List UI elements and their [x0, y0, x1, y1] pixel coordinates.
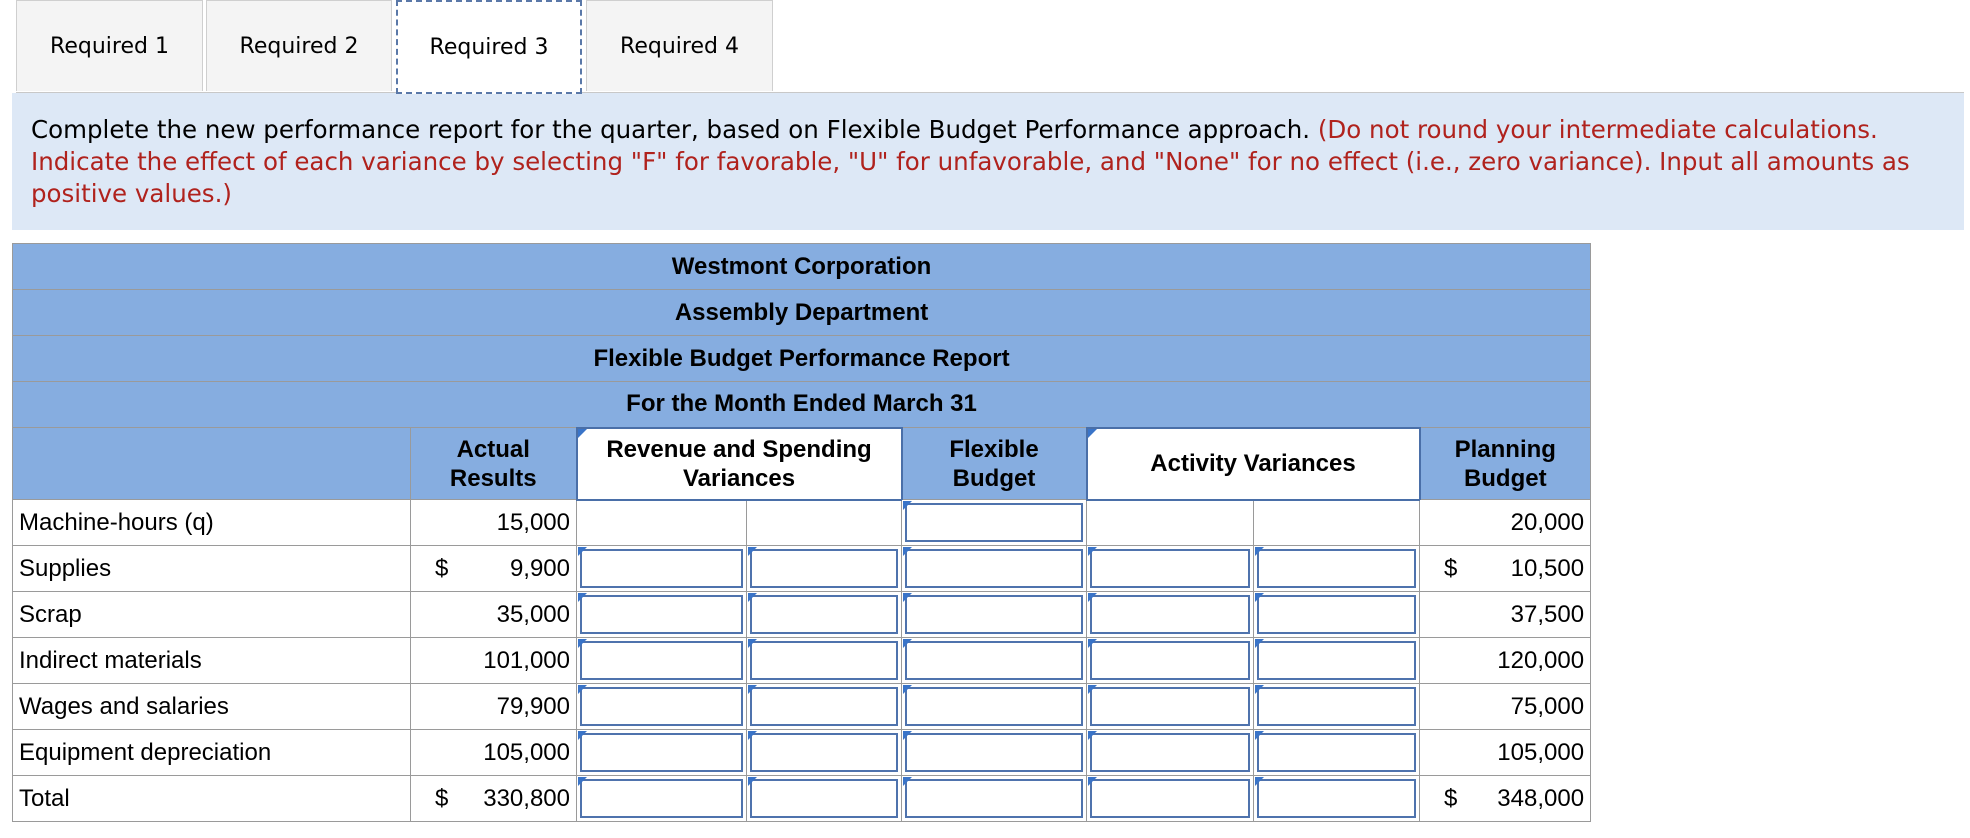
planning-value	[1420, 730, 1591, 776]
planning-value	[1420, 684, 1591, 730]
input-marker-icon	[903, 547, 912, 556]
input-box[interactable]	[1090, 549, 1250, 588]
revenue-variance-effect-select[interactable]	[747, 684, 902, 730]
input-box[interactable]	[750, 641, 898, 680]
revenue-variance-amount-input	[577, 500, 747, 546]
flexible-budget-input[interactable]	[902, 500, 1087, 546]
tab-required-4[interactable]: Required 4	[586, 0, 773, 91]
dropdown-marker-icon	[1088, 429, 1097, 438]
input-marker-icon	[748, 777, 757, 786]
actual-value	[411, 684, 577, 730]
planning-value	[1420, 776, 1591, 822]
input-box[interactable]	[905, 733, 1083, 772]
planning-amount: 10,500	[1510, 554, 1585, 582]
activity-variance-effect-select[interactable]	[1254, 684, 1420, 730]
flexible-budget-input[interactable]	[902, 638, 1087, 684]
dollar-sign: $	[1444, 554, 1458, 582]
input-marker-icon	[578, 685, 587, 694]
actual-value	[411, 500, 577, 546]
revenue-variance-effect-select[interactable]	[747, 638, 902, 684]
input-marker-icon	[903, 731, 912, 740]
input-marker-icon	[578, 547, 587, 556]
input-marker-icon	[903, 639, 912, 648]
input-box[interactable]	[1090, 779, 1250, 818]
activity-variance-effect-select[interactable]	[1254, 592, 1420, 638]
input-marker-icon	[1255, 547, 1264, 556]
input-marker-icon	[1088, 685, 1097, 694]
activity-variance-amount-input[interactable]	[1087, 730, 1254, 776]
activity-variance-effect-select[interactable]	[1254, 730, 1420, 776]
input-marker-icon	[1255, 777, 1264, 786]
planning-amount: 348,000	[1497, 784, 1585, 812]
input-marker-icon	[748, 593, 757, 602]
input-box[interactable]	[1257, 549, 1416, 588]
actual-amount: 101,000	[483, 646, 570, 674]
row-label: Wages and salaries	[13, 684, 411, 730]
actual-amount: 15,000	[496, 508, 570, 536]
activity-variance-effect-select[interactable]	[1254, 638, 1420, 684]
row-label: Equipment depreciation	[13, 730, 411, 776]
actual-value	[411, 592, 577, 638]
input-box[interactable]	[905, 779, 1083, 818]
actual-amount: 79,900	[496, 692, 570, 720]
row-label: Machine-hours (q)	[13, 500, 411, 546]
actual-amount: 35,000	[496, 600, 570, 628]
dollar-sign: $	[435, 784, 449, 812]
input-marker-icon	[903, 593, 912, 602]
table-row	[13, 684, 1591, 730]
input-box[interactable]	[905, 641, 1083, 680]
flexible-budget-input[interactable]	[902, 546, 1087, 592]
planning-amount: 105,000	[1497, 738, 1585, 766]
input-marker-icon	[1088, 593, 1097, 602]
planning-value	[1420, 638, 1591, 684]
input-box[interactable]	[750, 733, 898, 772]
input-box[interactable]	[1257, 687, 1416, 726]
dollar-sign: $	[1444, 784, 1458, 812]
revenue-variance-amount-input[interactable]	[577, 776, 747, 822]
input-box[interactable]	[1090, 687, 1250, 726]
planning-value	[1420, 500, 1591, 546]
row-label: Scrap	[13, 592, 411, 638]
planning-amount: 75,000	[1510, 692, 1585, 720]
actual-value	[411, 546, 577, 592]
actual-amount: 330,800	[483, 784, 570, 812]
header-planning-budget: Planning Budget	[1420, 428, 1591, 500]
activity-variance-effect-select[interactable]	[1254, 776, 1420, 822]
revenue-variance-effect-select[interactable]	[747, 776, 902, 822]
activity-variance-amount-input[interactable]	[1087, 776, 1254, 822]
input-box[interactable]	[750, 779, 898, 818]
planning-amount: 37,500	[1510, 600, 1585, 628]
activity-variance-effect-select[interactable]	[1254, 546, 1420, 592]
revenue-variance-amount-input[interactable]	[577, 730, 747, 776]
tab-bar	[16, 0, 1964, 94]
report-period: For the Month Ended March 31	[13, 382, 1591, 428]
input-box[interactable]	[1257, 779, 1416, 818]
input-marker-icon	[578, 731, 587, 740]
activity-variance-amount-input	[1087, 500, 1254, 546]
instruction-panel	[12, 93, 1964, 230]
planning-amount: 120,000	[1497, 646, 1585, 674]
input-box[interactable]	[1090, 733, 1250, 772]
planning-value	[1420, 546, 1591, 592]
input-box[interactable]	[1257, 733, 1416, 772]
table-row	[13, 730, 1591, 776]
table-row	[13, 638, 1591, 684]
input-marker-icon	[748, 547, 757, 556]
revenue-variance-amount-input[interactable]	[577, 546, 747, 592]
activity-variance-amount-input[interactable]	[1087, 684, 1254, 730]
input-marker-icon	[748, 639, 757, 648]
activity-variance-amount-input[interactable]	[1087, 546, 1254, 592]
input-marker-icon	[748, 685, 757, 694]
input-box[interactable]	[1090, 595, 1250, 634]
dollar-sign: $	[435, 554, 449, 582]
input-box[interactable]	[905, 687, 1083, 726]
flexible-budget-input[interactable]	[902, 592, 1087, 638]
input-box[interactable]	[580, 779, 743, 818]
row-label: Total	[13, 776, 411, 822]
input-marker-icon	[578, 639, 587, 648]
input-marker-icon	[903, 501, 912, 510]
input-box[interactable]	[580, 733, 743, 772]
revenue-variance-effect-select[interactable]	[747, 592, 902, 638]
input-marker-icon	[578, 777, 587, 786]
input-marker-icon	[748, 731, 757, 740]
input-box[interactable]	[580, 687, 743, 726]
input-box[interactable]	[905, 549, 1083, 588]
input-box[interactable]	[580, 549, 743, 588]
header-activity-variances[interactable]: Activity Variances	[1087, 428, 1420, 500]
instruction-note: (Do not round your intermediate calculations. Indicate the effect of each variance by selecting "F" for favorable, "U" for unfavorable, and "None" for no effect (i.e., zero variance). Input all amounts as positive values.)	[31, 115, 1910, 208]
input-marker-icon	[1255, 685, 1264, 694]
report-title: Flexible Budget Performance Report	[13, 336, 1591, 382]
actual-value	[411, 776, 577, 822]
row-label: Indirect materials	[13, 638, 411, 684]
input-box[interactable]	[580, 595, 743, 634]
input-box[interactable]	[750, 595, 898, 634]
input-box[interactable]	[905, 595, 1083, 634]
table-row	[13, 500, 1591, 546]
header-actual-results: Actual Results	[411, 428, 577, 500]
flexible-budget-input[interactable]	[902, 730, 1087, 776]
input-box[interactable]	[905, 503, 1083, 542]
input-box[interactable]	[750, 549, 898, 588]
planning-value	[1420, 592, 1591, 638]
input-marker-icon	[1088, 547, 1097, 556]
input-marker-icon	[1255, 639, 1264, 648]
planning-amount: 20,000	[1510, 508, 1585, 536]
header-flexible-budget: Flexible Budget	[902, 428, 1087, 500]
tab-required-1[interactable]: Required 1	[16, 0, 203, 91]
input-box[interactable]	[1090, 641, 1250, 680]
input-box[interactable]	[1257, 595, 1416, 634]
input-marker-icon	[903, 777, 912, 786]
actual-amount: 105,000	[483, 738, 570, 766]
input-marker-icon	[1255, 593, 1264, 602]
table-row	[13, 776, 1591, 822]
input-box[interactable]	[750, 687, 898, 726]
revenue-variance-amount-input[interactable]	[577, 638, 747, 684]
revenue-variance-effect-select	[747, 500, 902, 546]
header-revenue-spending-variances[interactable]: Revenue and Spending Variances	[577, 428, 902, 500]
activity-variance-amount-input[interactable]	[1087, 638, 1254, 684]
flexible-budget-input[interactable]	[902, 684, 1087, 730]
department-name: Assembly Department	[13, 290, 1591, 336]
revenue-variance-effect-select[interactable]	[747, 546, 902, 592]
input-marker-icon	[1088, 777, 1097, 786]
input-marker-icon	[578, 593, 587, 602]
input-marker-icon	[1088, 639, 1097, 648]
actual-value	[411, 638, 577, 684]
revenue-variance-effect-select[interactable]	[747, 730, 902, 776]
input-marker-icon	[903, 685, 912, 694]
table-row	[13, 592, 1591, 638]
company-name: Westmont Corporation	[13, 244, 1591, 290]
row-label: Supplies	[13, 546, 411, 592]
revenue-variance-amount-input[interactable]	[577, 684, 747, 730]
input-box[interactable]	[580, 641, 743, 680]
activity-variance-amount-input[interactable]	[1087, 592, 1254, 638]
header-blank	[13, 428, 411, 500]
tab-required-2[interactable]: Required 2	[206, 0, 392, 91]
actual-value	[411, 730, 577, 776]
tab-required-3[interactable]: Required 3	[396, 0, 582, 94]
input-marker-icon	[1255, 731, 1264, 740]
input-box[interactable]	[1257, 641, 1416, 680]
actual-amount: 9,900	[509, 554, 570, 582]
instruction-text: Complete the new performance report for the quarter, based on Flexible Budget Performance approach.	[31, 115, 1311, 144]
table-row	[13, 546, 1591, 592]
revenue-variance-amount-input[interactable]	[577, 592, 747, 638]
dropdown-marker-icon	[578, 429, 587, 438]
performance-report-table	[12, 243, 1591, 822]
activity-variance-effect-select	[1254, 500, 1420, 546]
input-marker-icon	[1088, 731, 1097, 740]
flexible-budget-input[interactable]	[902, 776, 1087, 822]
